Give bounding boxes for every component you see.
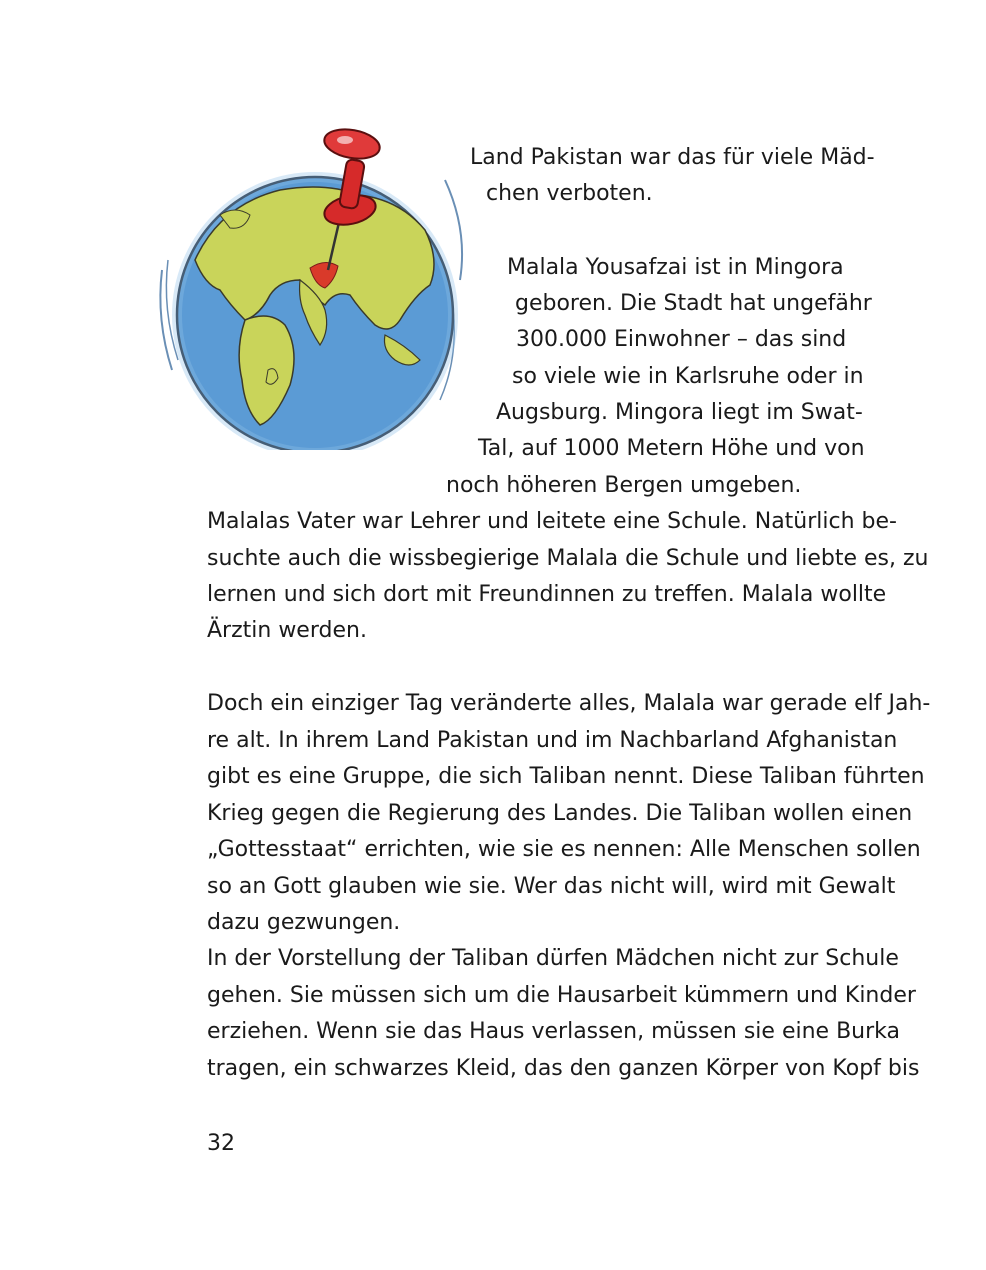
wrap-line: Malala Yousafzai ist in Mingora xyxy=(507,255,844,280)
body-line: tragen, ein schwarzes Kleid, das den ganzen Körper von Kopf bis xyxy=(207,1056,920,1081)
body-line: Malalas Vater war Lehrer und leitete eine Schule. Natürlich be- xyxy=(207,509,897,534)
page-number: 32 xyxy=(207,1131,235,1156)
wrap-line: chen verboten. xyxy=(486,181,653,206)
body-line: „Gottesstaat“ errichten, wie sie es nennen: Alle Menschen sollen xyxy=(207,837,921,862)
body-line: lernen und sich dort mit Freundinnen zu treffen. Malala wollte xyxy=(207,582,887,607)
wrap-line: noch höheren Bergen umgeben. xyxy=(446,473,802,498)
body-line: Doch ein einziger Tag veränderte alles, Malala war gerade elf Jah- xyxy=(207,691,931,716)
wrap-line: Land Pakistan war das für viele Mäd- xyxy=(470,145,875,170)
wrap-line: Augsburg. Mingora liegt im Swat- xyxy=(496,400,863,425)
body-line: Krieg gegen die Regierung des Landes. Die Taliban wollen einen xyxy=(207,801,913,826)
body-line: gibt es eine Gruppe, die sich Taliban nennt. Diese Taliban führten xyxy=(207,764,925,789)
body-line: erziehen. Wenn sie das Haus verlassen, müssen sie eine Burka xyxy=(207,1019,900,1044)
wrap-line: geboren. Die Stadt hat ungefähr xyxy=(515,291,872,316)
body-line: gehen. Sie müssen sich um die Hausarbeit kümmern und Kinder xyxy=(207,983,916,1008)
globe-with-pushpin-icon xyxy=(150,120,470,450)
body-line: Ärztin werden. xyxy=(207,618,367,643)
wrap-line: so viele wie in Karlsruhe oder in xyxy=(512,364,864,389)
wrap-line: Tal, auf 1000 Metern Höhe und von xyxy=(478,436,865,461)
body-line: dazu gezwungen. xyxy=(207,910,401,935)
body-line: re alt. In ihrem Land Pakistan und im Nachbarland Afghanistan xyxy=(207,728,898,753)
body-line: so an Gott glauben wie sie. Wer das nicht will, wird mit Gewalt xyxy=(207,874,896,899)
body-line: suchte auch die wissbegierige Malala die Schule und liebte es, zu xyxy=(207,546,929,571)
wrap-line: 300.000 Einwohner – das sind xyxy=(516,327,847,352)
body-line: In der Vorstellung der Taliban dürfen Mädchen nicht zur Schule xyxy=(207,946,899,971)
